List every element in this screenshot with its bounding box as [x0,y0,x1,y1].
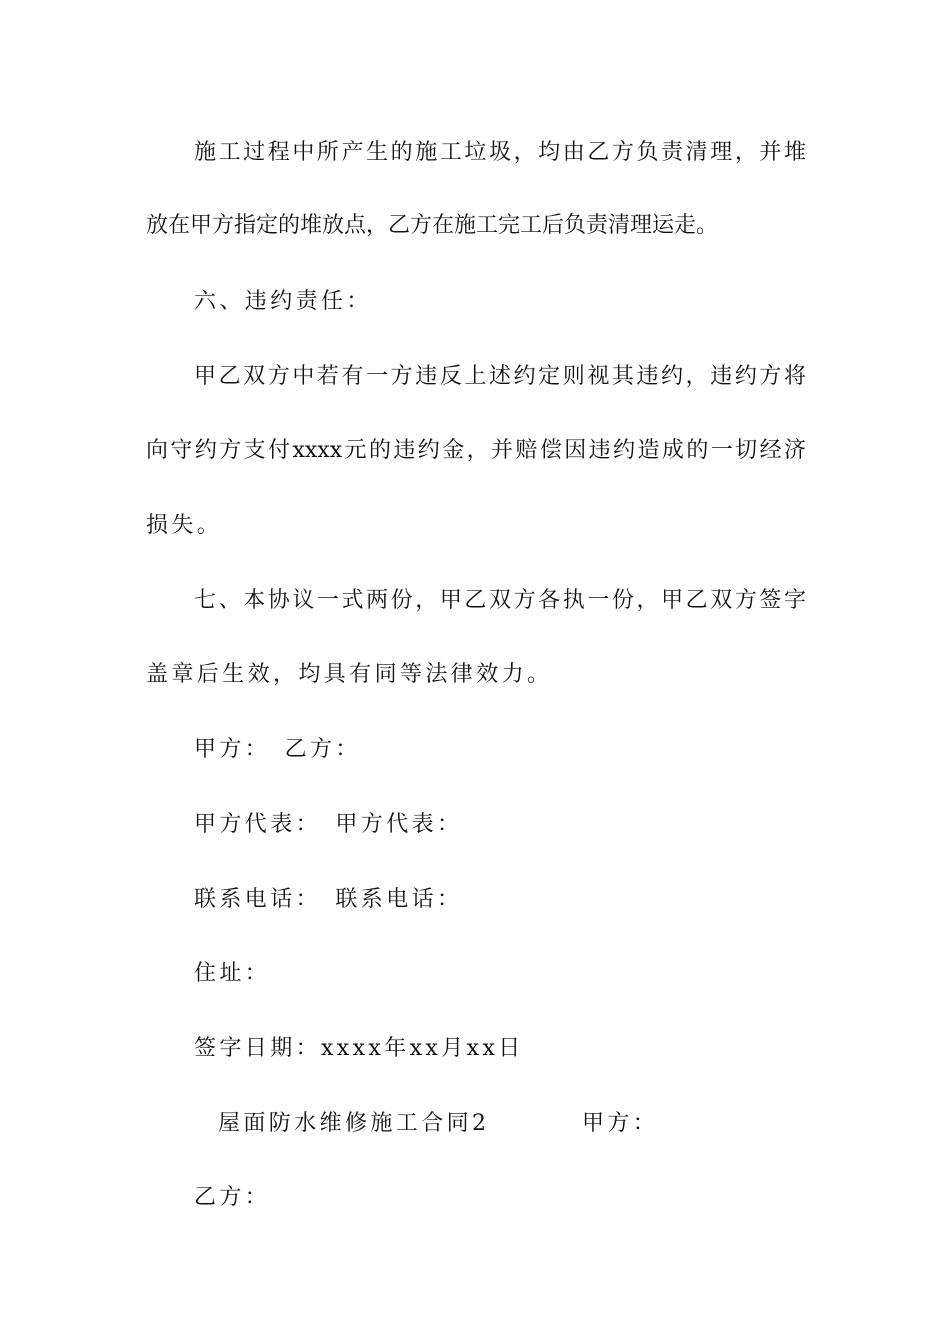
paragraph-line-6: 七、本协议一式两份，甲乙双方各执一份，甲乙双方签字 [194,588,806,613]
signature-representatives: 甲方代表： 甲方代表： [194,812,463,837]
paragraph-line-5: 损失。 [146,513,223,538]
signature-date: 签字日期：xxxx年xx月xx日 [194,1036,524,1061]
next-contract-party-b: 乙方： [194,1185,271,1210]
paragraph-line-7: 盖章后生效，均具有同等法律效力。 [146,662,553,687]
paragraph-line-2: 放在甲方指定的堆放点，乙方在施工完工后负责清理运走。 [146,213,719,238]
signature-address: 住址： [194,961,271,986]
signature-phones: 联系电话： 联系电话： [194,887,463,912]
paragraph-line-3: 甲乙双方中若有一方违反上述约定则视其违约，违约方将 [194,364,806,389]
signature-parties: 甲方： 乙方： [194,737,361,762]
paragraph-line-4: 向守约方支付xxxx元的违约金，并赔偿因违约造成的一切经济 [146,438,806,463]
next-contract-party-a: 甲方： [582,1111,659,1136]
paragraph-line-1: 施工过程中所产生的施工垃圾，均由乙方负责清理，并堆 [194,140,806,165]
section-heading-breach: 六、违约责任： [194,289,372,314]
next-contract-title: 屋面防水维修施工合同2 [218,1111,490,1136]
